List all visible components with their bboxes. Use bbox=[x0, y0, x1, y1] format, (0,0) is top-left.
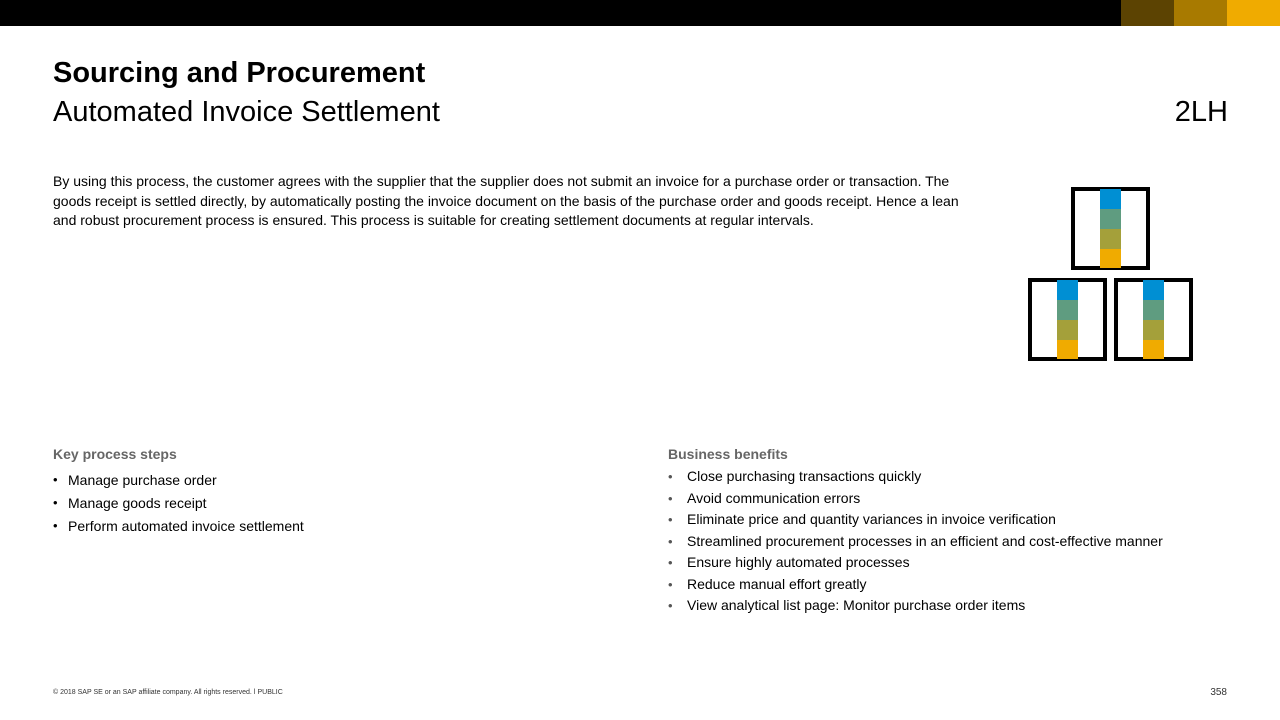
top-bar-accent-3 bbox=[1227, 0, 1280, 26]
key-step-item: • Manage goods receipt bbox=[53, 495, 304, 511]
page-subtitle: Automated Invoice Settlement bbox=[53, 96, 440, 128]
box-top bbox=[1073, 189, 1148, 268]
stacked-boxes-icon bbox=[1028, 186, 1198, 362]
key-steps-list bbox=[53, 472, 304, 541]
key-step-item: • Perform automated invoice settlement bbox=[53, 518, 304, 534]
benefit-item: • Avoid communication errors bbox=[668, 491, 1208, 506]
benefit-item: • Reduce manual effort greatly bbox=[668, 577, 1208, 592]
benefits-heading: Business benefits bbox=[668, 446, 788, 462]
scope-item-code: 2LH bbox=[1174, 96, 1228, 128]
box-bottom-right bbox=[1116, 280, 1191, 359]
top-bar-accent-1 bbox=[1121, 0, 1174, 26]
benefit-item: • Close purchasing transactions quickly bbox=[668, 469, 1208, 484]
box-bottom-left bbox=[1030, 280, 1105, 359]
intro-text: By using this process, the customer agrees with the supplier that the supplier does not submit an invoice for a purchase order or transaction. The goods receipt is settled directly, by automatically posting the invoice document on the basis of the purchase order and goods receipt. Hence a lean and robust procurement process is ensured. This process is suitable for creating settlement documents at regular intervals. bbox=[53, 173, 959, 228]
benefit-item: • View analytical list page: Monitor purchase order items bbox=[668, 598, 1208, 613]
top-bar bbox=[0, 0, 1280, 26]
key-step-item: • Manage purchase order bbox=[53, 472, 304, 488]
copyright-footer: © 2018 SAP SE or an SAP affiliate company. All rights reserved. ǀ PUBLIC bbox=[53, 689, 283, 696]
benefit-item: • Ensure highly automated processes bbox=[668, 555, 1208, 570]
benefit-item: • Streamlined procurement processes in an efficient and cost-effective manner bbox=[668, 534, 1208, 549]
page-title: Sourcing and Procurement bbox=[53, 57, 426, 89]
key-steps-heading: Key process steps bbox=[53, 446, 177, 462]
page-number: 358 bbox=[1210, 687, 1227, 698]
benefit-item: • Eliminate price and quantity variances in invoice verification bbox=[668, 512, 1208, 527]
benefits-list bbox=[668, 469, 1208, 620]
top-bar-accent-2 bbox=[1174, 0, 1227, 26]
